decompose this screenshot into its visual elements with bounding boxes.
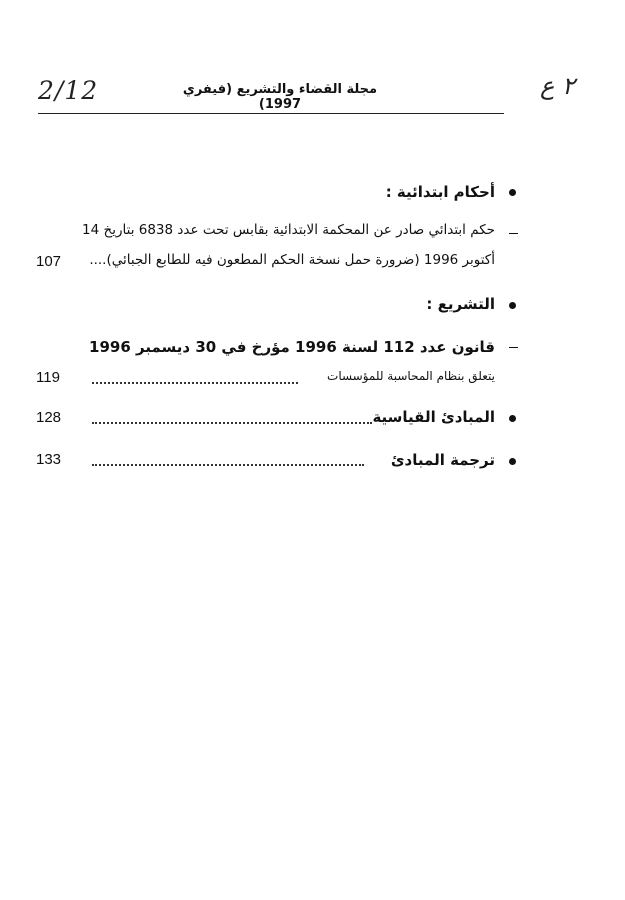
- header-rule: [38, 113, 504, 114]
- bullet-icon: [509, 415, 516, 422]
- dot-leader: [92, 422, 372, 424]
- page-number: 128: [36, 409, 62, 426]
- journal-title: مجلة القضاء والتشريع (فيفري 1997): [182, 82, 378, 112]
- toc-entry-text-continued: أكتوبر 1996 (ضرورة حمل نسخة الحكم المطعون فيه للطابع الجبائي)....: [89, 252, 495, 268]
- page-number: 107: [36, 253, 62, 270]
- page-number: 133: [36, 451, 62, 468]
- handwritten-page-mark: 2/12: [38, 76, 99, 105]
- section-title-principles-translation: ترجمة المبادئ: [390, 451, 495, 469]
- law-subtitle: يتعلق بنظام المحاسبة للمؤسسات: [327, 369, 495, 383]
- bullet-icon: [509, 458, 516, 465]
- page-number: 119: [36, 369, 60, 386]
- toc-entry-text: حكم ابتدائي صادر عن المحكمة الابتدائية بقابس تحت عدد 6838 بتاريخ 14: [82, 222, 495, 238]
- bullet-icon: [509, 189, 516, 196]
- section-title-standard-principles: المبادئ القياسية: [372, 408, 495, 426]
- section-title-first-instance-rulings: أحكام ابتدائية :: [385, 183, 495, 201]
- section-title-legislation: التشريع :: [426, 295, 495, 313]
- dash-icon: [509, 233, 518, 234]
- dot-leader: [92, 464, 364, 466]
- law-title: قانون عدد 112 لسنة 1996 مؤرخ في 30 ديسمبر 1996: [89, 338, 495, 356]
- dot-leader: [92, 382, 298, 384]
- dash-icon: [509, 347, 518, 348]
- bullet-icon: [509, 302, 516, 309]
- handwritten-mark: ٢ ع: [540, 72, 575, 100]
